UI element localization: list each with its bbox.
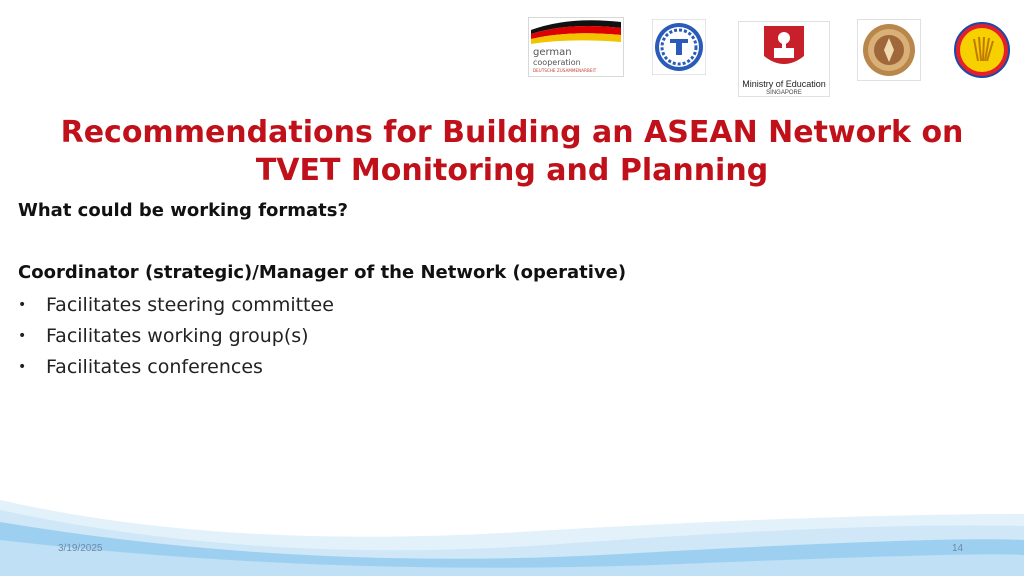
- slide-title: Recommendations for Building an ASEAN Network on TVET Monitoring and Planning: [60, 115, 964, 188]
- moe-name-line2: SINGAPORE: [766, 90, 802, 96]
- slide-subheading: What could be working formats?: [18, 200, 348, 221]
- german-flag-swoosh-icon: [529, 18, 623, 48]
- tesda-seal-logo: [652, 19, 706, 75]
- footer-date: 3/19/2025: [58, 543, 103, 554]
- bullet-icon: •: [18, 328, 27, 344]
- german-cooperation-line2: cooperation: [533, 58, 581, 67]
- bullet-icon: •: [18, 297, 27, 313]
- german-cooperation-line1: german: [533, 47, 572, 58]
- list-item: [18, 354, 334, 385]
- list-item: [18, 292, 334, 323]
- bullet-text: Facilitates conferences: [46, 356, 263, 378]
- bullet-text: Facilitates steering committee: [46, 294, 334, 316]
- german-cooperation-line3: DEUTSCHE ZUSAMMENARBEIT: [533, 68, 597, 73]
- ministry-of-education-logo: [738, 21, 830, 97]
- page-number: 14: [952, 543, 964, 554]
- logo-bar: [0, 0, 1024, 110]
- asean-emblem-logo: [952, 21, 1012, 79]
- footer-wave-decoration: [0, 470, 1024, 576]
- moe-name-line1: Ministry of Education: [742, 79, 826, 89]
- bullet-list: [18, 292, 334, 385]
- moe-crest-icon: [739, 22, 829, 78]
- section-heading: Coordinator (strategic)/Manager of the Network (operative): [18, 262, 627, 283]
- thai-seal-logo: [857, 19, 921, 81]
- bullet-text: Facilitates working group(s): [46, 325, 309, 347]
- list-item: [18, 323, 334, 354]
- german-cooperation-logo: [528, 17, 624, 77]
- bullet-icon: •: [18, 359, 27, 375]
